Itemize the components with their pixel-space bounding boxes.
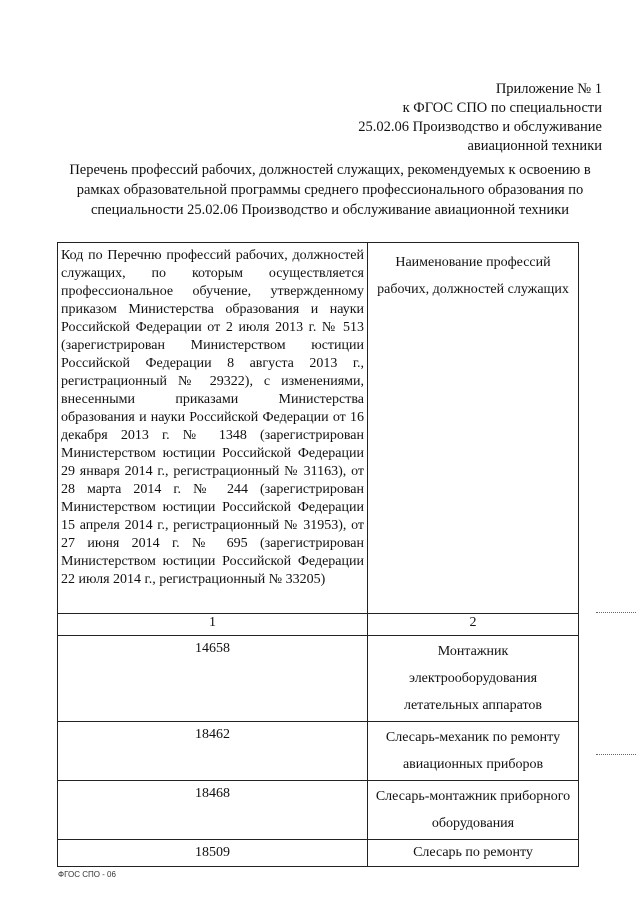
title-line-1: Перечень профессий рабочих, должностей служащих, рекомендуемых к освоению в xyxy=(69,162,591,178)
scan-margin-mark xyxy=(596,612,636,613)
page-footer: ФГОС СПО - 06 xyxy=(58,870,116,879)
table-row xyxy=(58,636,579,722)
column-number-2: 2 xyxy=(368,614,579,636)
profession-code: 18462 xyxy=(58,722,368,781)
profession-code: 18468 xyxy=(58,781,368,840)
profession-name: Монтажник электрооборудования летательных аппаратов xyxy=(368,636,579,722)
appendix-block xyxy=(302,80,602,156)
profession-code: 14658 xyxy=(58,636,368,722)
appendix-line-4: авиационной техники xyxy=(467,138,602,154)
appendix-line-2: к ФГОС СПО по специальности xyxy=(402,100,602,116)
title-line-3: специальности 25.02.06 Производство и обслуживание авиационной техники xyxy=(90,202,570,218)
title-line-2: рамках образовательной программы среднего профессионального образования по xyxy=(76,182,584,198)
appendix-line-1: Приложение № 1 xyxy=(495,81,602,97)
profession-code: 18509 xyxy=(58,840,368,867)
table-row xyxy=(58,722,579,781)
profession-name: Слесарь по ремонту xyxy=(368,840,579,867)
table-row xyxy=(58,781,579,840)
table-row xyxy=(58,840,579,867)
scan-margin-mark xyxy=(596,754,636,755)
profession-name: Слесарь-механик по ремонту авиационных приборов xyxy=(368,722,579,781)
column-number-row xyxy=(58,614,579,636)
appendix-line-3: 25.02.06 Производство и обслуживание xyxy=(358,119,602,135)
table-header-row xyxy=(58,243,579,614)
professions-table xyxy=(57,242,579,867)
header-name-cell: Наименование профессий рабочих, должностей служащих xyxy=(368,243,579,614)
profession-name: Слесарь-монтажник приборного оборудования xyxy=(368,781,579,840)
document-title xyxy=(52,160,608,220)
column-number-1: 1 xyxy=(58,614,368,636)
header-code-cell: Код по Перечню профессий рабочих, должностей служащих, по которым осуществляется профессиональное обучение, утвержденному приказом Министерства образования и науки Российской Федерации от 2 июля 2013 г. № 513 (зарегистрирован Министерством юстиции Российской Федерации 8 августа 2013 г., регистрационный № 29322), с изменениями, внесенными приказами Министерства образования и науки Российской Федерации от 16 декабря 2013 г. № 1348 (зарегистрирован Министерством юстиции Российской Федерации 29 января 2014 г., регистрационный № 31163), от 28 марта 2014 г. № 244 (зарегистрирован Министерством юстиции Российской Федерации 15 апреля 2014 г., регистрационный № 31953), от 27 июня 2014 г. № 695 (зарегистрирован Министерством юстиции Российской Федерации 22 июля 2014 г., регистрационный № 33205) xyxy=(58,243,368,614)
